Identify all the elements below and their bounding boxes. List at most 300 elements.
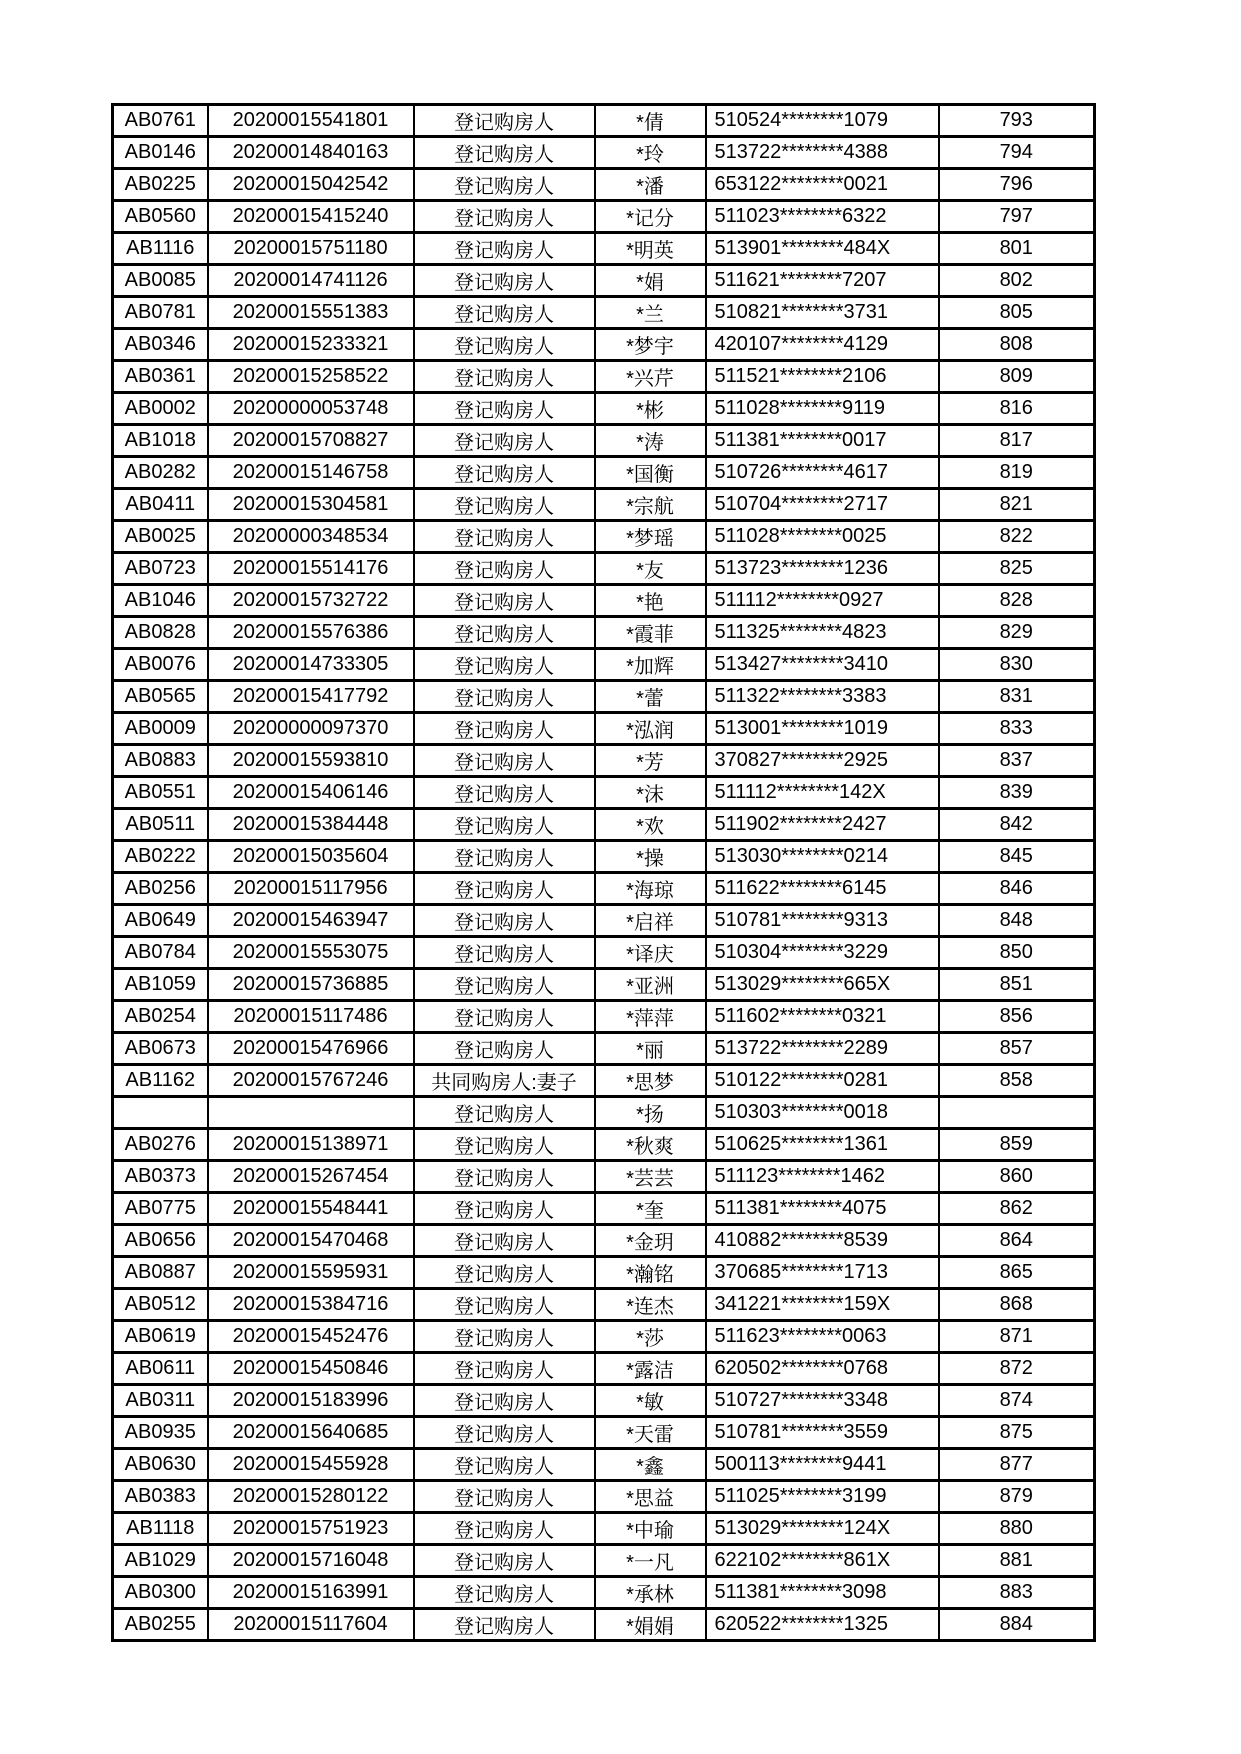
masked-id-cell: 513901********484X — [706, 233, 939, 265]
application-number-cell: 20200014741126 — [208, 265, 414, 297]
sequence-number-cell: 872 — [939, 1353, 1095, 1385]
table-row — [113, 617, 1095, 649]
buyer-code-cell: AB0256 — [113, 873, 208, 905]
application-number-cell: 20200015541801 — [208, 105, 414, 137]
masked-name-cell: *艳 — [595, 585, 706, 617]
masked-name-cell: *操 — [595, 841, 706, 873]
table-row — [113, 297, 1095, 329]
buyer-code-cell: AB0361 — [113, 361, 208, 393]
masked-name-cell: *天雷 — [595, 1417, 706, 1449]
buyer-role-cell: 登记购房人 — [414, 809, 595, 841]
application-number-cell: 20200015117604 — [208, 1609, 414, 1641]
table-row — [113, 873, 1095, 905]
table-row — [113, 201, 1095, 233]
masked-name-cell: *海琼 — [595, 873, 706, 905]
sequence-number-cell: 809 — [939, 361, 1095, 393]
buyer-role-cell: 登记购房人 — [414, 585, 595, 617]
application-number-cell: 20200015514176 — [208, 553, 414, 585]
table-row — [113, 905, 1095, 937]
application-number-cell: 20200015258522 — [208, 361, 414, 393]
table-row — [113, 1257, 1095, 1289]
buyer-code-cell: AB0002 — [113, 393, 208, 425]
buyer-role-cell: 共同购房人:妻子 — [414, 1065, 595, 1097]
masked-id-cell: 510625********1361 — [706, 1129, 939, 1161]
sequence-number-cell: 831 — [939, 681, 1095, 713]
table-row — [113, 1289, 1095, 1321]
buyer-code-cell: AB0346 — [113, 329, 208, 361]
buyer-code-cell: AB0300 — [113, 1577, 208, 1609]
masked-name-cell: *国衡 — [595, 457, 706, 489]
sequence-number-cell: 796 — [939, 169, 1095, 201]
masked-name-cell: *彬 — [595, 393, 706, 425]
masked-id-cell: 510303********0018 — [706, 1097, 939, 1129]
sequence-number-cell: 822 — [939, 521, 1095, 553]
sequence-number-cell: 875 — [939, 1417, 1095, 1449]
masked-name-cell: *梦宇 — [595, 329, 706, 361]
sequence-number-cell: 819 — [939, 457, 1095, 489]
sequence-number-cell — [939, 1097, 1095, 1129]
masked-id-cell: 620522********1325 — [706, 1609, 939, 1641]
buyer-role-cell: 登记购房人 — [414, 777, 595, 809]
masked-name-cell: *一凡 — [595, 1545, 706, 1577]
sequence-number-cell: 880 — [939, 1513, 1095, 1545]
buyer-code-cell: AB0146 — [113, 137, 208, 169]
table-row — [113, 489, 1095, 521]
buyer-code-cell: AB0619 — [113, 1321, 208, 1353]
application-number-cell: 20200015406146 — [208, 777, 414, 809]
table-row — [113, 745, 1095, 777]
table-row — [113, 265, 1095, 297]
masked-name-cell: *玲 — [595, 137, 706, 169]
sequence-number-cell: 794 — [939, 137, 1095, 169]
buyer-list-table — [111, 103, 1096, 1642]
masked-id-cell: 513029********665X — [706, 969, 939, 1001]
buyer-code-cell: AB0673 — [113, 1033, 208, 1065]
sequence-number-cell: 868 — [939, 1289, 1095, 1321]
masked-name-cell: *连杰 — [595, 1289, 706, 1321]
application-number-cell: 20200000053748 — [208, 393, 414, 425]
table-row — [113, 425, 1095, 457]
masked-name-cell: *芳 — [595, 745, 706, 777]
buyer-code-cell: AB0565 — [113, 681, 208, 713]
application-number-cell: 20200015751180 — [208, 233, 414, 265]
application-number-cell: 20200015117486 — [208, 1001, 414, 1033]
buyer-code-cell: AB0887 — [113, 1257, 208, 1289]
application-number-cell: 20200015233321 — [208, 329, 414, 361]
masked-name-cell: *思益 — [595, 1481, 706, 1513]
masked-id-cell: 513723********1236 — [706, 553, 939, 585]
buyer-role-cell: 登记购房人 — [414, 1225, 595, 1257]
table-row — [113, 1481, 1095, 1513]
table-row — [113, 105, 1095, 137]
buyer-code-cell: AB1118 — [113, 1513, 208, 1545]
buyer-code-cell: AB0723 — [113, 553, 208, 585]
buyer-table-body — [113, 105, 1095, 1641]
masked-name-cell: *蕾 — [595, 681, 706, 713]
buyer-code-cell: AB0828 — [113, 617, 208, 649]
buyer-code-cell: AB0630 — [113, 1449, 208, 1481]
buyer-role-cell: 登记购房人 — [414, 1513, 595, 1545]
application-number-cell: 20200015450846 — [208, 1353, 414, 1385]
masked-id-cell: 511112********0927 — [706, 585, 939, 617]
buyer-role-cell: 登记购房人 — [414, 521, 595, 553]
application-number-cell: 20200015304581 — [208, 489, 414, 521]
masked-name-cell: *敏 — [595, 1385, 706, 1417]
masked-name-cell: *承林 — [595, 1577, 706, 1609]
masked-name-cell: *娟娟 — [595, 1609, 706, 1641]
masked-name-cell: *霞菲 — [595, 617, 706, 649]
masked-name-cell: *倩 — [595, 105, 706, 137]
buyer-role-cell: 登记购房人 — [414, 137, 595, 169]
table-row — [113, 1193, 1095, 1225]
buyer-role-cell: 登记购房人 — [414, 1257, 595, 1289]
buyer-code-cell: AB0775 — [113, 1193, 208, 1225]
buyer-role-cell: 登记购房人 — [414, 265, 595, 297]
buyer-code-cell: AB0411 — [113, 489, 208, 521]
application-number-cell: 20200015476966 — [208, 1033, 414, 1065]
buyer-code-cell: AB0009 — [113, 713, 208, 745]
buyer-code-cell — [113, 1097, 208, 1129]
masked-id-cell: 410882********8539 — [706, 1225, 939, 1257]
buyer-role-cell: 登记购房人 — [414, 873, 595, 905]
buyer-role-cell: 登记购房人 — [414, 1609, 595, 1641]
application-number-cell: 20200000097370 — [208, 713, 414, 745]
table-row — [113, 681, 1095, 713]
application-number-cell: 20200015183996 — [208, 1385, 414, 1417]
table-row — [113, 233, 1095, 265]
table-row — [113, 521, 1095, 553]
buyer-role-cell: 登记购房人 — [414, 713, 595, 745]
table-row — [113, 1321, 1095, 1353]
application-number-cell: 20200015751923 — [208, 1513, 414, 1545]
buyer-role-cell: 登记购房人 — [414, 905, 595, 937]
buyer-role-cell: 登记购房人 — [414, 1353, 595, 1385]
sequence-number-cell: 884 — [939, 1609, 1095, 1641]
masked-name-cell: *明英 — [595, 233, 706, 265]
masked-name-cell: *泓润 — [595, 713, 706, 745]
sequence-number-cell: 797 — [939, 201, 1095, 233]
table-row — [113, 841, 1095, 873]
buyer-role-cell: 登记购房人 — [414, 841, 595, 873]
buyer-role-cell: 登记购房人 — [414, 617, 595, 649]
buyer-code-cell: AB0511 — [113, 809, 208, 841]
application-number-cell: 20200015708827 — [208, 425, 414, 457]
application-number-cell: 20200015576386 — [208, 617, 414, 649]
masked-id-cell: 513722********2289 — [706, 1033, 939, 1065]
application-number-cell: 20200015767246 — [208, 1065, 414, 1097]
sequence-number-cell: 821 — [939, 489, 1095, 521]
masked-id-cell: 511025********3199 — [706, 1481, 939, 1513]
buyer-code-cell: AB0311 — [113, 1385, 208, 1417]
application-number-cell: 20200015280122 — [208, 1481, 414, 1513]
application-number-cell: 20200015415240 — [208, 201, 414, 233]
application-number-cell: 20200015384716 — [208, 1289, 414, 1321]
buyer-role-cell: 登记购房人 — [414, 361, 595, 393]
table-row — [113, 169, 1095, 201]
application-number-cell: 20200015640685 — [208, 1417, 414, 1449]
table-row — [113, 393, 1095, 425]
buyer-role-cell: 登记购房人 — [414, 201, 595, 233]
sequence-number-cell: 862 — [939, 1193, 1095, 1225]
masked-id-cell: 341221********159X — [706, 1289, 939, 1321]
buyer-role-cell: 登记购房人 — [414, 1161, 595, 1193]
application-number-cell: 20200015163991 — [208, 1577, 414, 1609]
sequence-number-cell: 848 — [939, 905, 1095, 937]
masked-id-cell: 370685********1713 — [706, 1257, 939, 1289]
buyer-code-cell: AB0551 — [113, 777, 208, 809]
application-number-cell: 20200015455928 — [208, 1449, 414, 1481]
masked-id-cell: 511028********9119 — [706, 393, 939, 425]
sequence-number-cell: 881 — [939, 1545, 1095, 1577]
masked-id-cell: 511381********4075 — [706, 1193, 939, 1225]
masked-id-cell: 511621********7207 — [706, 265, 939, 297]
buyer-role-cell: 登记购房人 — [414, 1321, 595, 1353]
masked-name-cell: *露洁 — [595, 1353, 706, 1385]
buyer-role-cell: 登记购房人 — [414, 1289, 595, 1321]
buyer-code-cell: AB1018 — [113, 425, 208, 457]
table-row — [113, 649, 1095, 681]
application-number-cell: 20200015548441 — [208, 1193, 414, 1225]
masked-id-cell: 513722********4388 — [706, 137, 939, 169]
sequence-number-cell: 830 — [939, 649, 1095, 681]
buyer-role-cell: 登记购房人 — [414, 1193, 595, 1225]
application-number-cell: 20200015035604 — [208, 841, 414, 873]
buyer-role-cell: 登记购房人 — [414, 425, 595, 457]
sequence-number-cell: 860 — [939, 1161, 1095, 1193]
masked-name-cell: *莎 — [595, 1321, 706, 1353]
sequence-number-cell: 817 — [939, 425, 1095, 457]
application-number-cell: 20200015595931 — [208, 1257, 414, 1289]
sequence-number-cell: 856 — [939, 1001, 1095, 1033]
application-number-cell: 20200015593810 — [208, 745, 414, 777]
buyer-code-cell: AB0611 — [113, 1353, 208, 1385]
table-row — [113, 361, 1095, 393]
masked-name-cell: *芸芸 — [595, 1161, 706, 1193]
application-number-cell: 20200015736885 — [208, 969, 414, 1001]
table-row — [113, 137, 1095, 169]
masked-id-cell: 370827********2925 — [706, 745, 939, 777]
application-number-cell: 20200015146758 — [208, 457, 414, 489]
sequence-number-cell: 808 — [939, 329, 1095, 361]
buyer-code-cell: AB1116 — [113, 233, 208, 265]
buyer-role-cell: 登记购房人 — [414, 937, 595, 969]
sequence-number-cell: 857 — [939, 1033, 1095, 1065]
table-row — [113, 809, 1095, 841]
buyer-code-cell: AB0935 — [113, 1417, 208, 1449]
masked-name-cell: *思梦 — [595, 1065, 706, 1097]
masked-id-cell: 510704********2717 — [706, 489, 939, 521]
masked-id-cell: 620502********0768 — [706, 1353, 939, 1385]
buyer-code-cell: AB0276 — [113, 1129, 208, 1161]
masked-id-cell: 510122********0281 — [706, 1065, 939, 1097]
sequence-number-cell: 845 — [939, 841, 1095, 873]
sequence-number-cell: 829 — [939, 617, 1095, 649]
masked-id-cell: 510727********3348 — [706, 1385, 939, 1417]
masked-name-cell: *奎 — [595, 1193, 706, 1225]
masked-id-cell: 511325********4823 — [706, 617, 939, 649]
buyer-code-cell: AB0784 — [113, 937, 208, 969]
buyer-code-cell: AB0076 — [113, 649, 208, 681]
table-row — [113, 1449, 1095, 1481]
masked-id-cell: 511381********0017 — [706, 425, 939, 457]
masked-name-cell: *萍萍 — [595, 1001, 706, 1033]
sequence-number-cell: 871 — [939, 1321, 1095, 1353]
masked-id-cell: 510821********3731 — [706, 297, 939, 329]
masked-id-cell: 510524********1079 — [706, 105, 939, 137]
buyer-code-cell: AB0649 — [113, 905, 208, 937]
sequence-number-cell: 828 — [939, 585, 1095, 617]
application-number-cell: 20200014733305 — [208, 649, 414, 681]
masked-name-cell: *涛 — [595, 425, 706, 457]
buyer-role-cell: 登记购房人 — [414, 745, 595, 777]
table-row — [113, 1033, 1095, 1065]
sequence-number-cell: 858 — [939, 1065, 1095, 1097]
masked-id-cell: 511123********1462 — [706, 1161, 939, 1193]
application-number-cell: 20200014840163 — [208, 137, 414, 169]
buyer-role-cell: 登记购房人 — [414, 1481, 595, 1513]
application-number-cell: 20200015417792 — [208, 681, 414, 713]
application-number-cell: 20200015551383 — [208, 297, 414, 329]
buyer-code-cell: AB0225 — [113, 169, 208, 201]
sequence-number-cell: 865 — [939, 1257, 1095, 1289]
sequence-number-cell: 864 — [939, 1225, 1095, 1257]
table-row — [113, 713, 1095, 745]
sequence-number-cell: 874 — [939, 1385, 1095, 1417]
sequence-number-cell: 802 — [939, 265, 1095, 297]
masked-name-cell: *兰 — [595, 297, 706, 329]
masked-id-cell: 510304********3229 — [706, 937, 939, 969]
sequence-number-cell: 793 — [939, 105, 1095, 137]
application-number-cell — [208, 1097, 414, 1129]
table-row — [113, 1129, 1095, 1161]
buyer-role-cell: 登记购房人 — [414, 393, 595, 425]
sequence-number-cell: 842 — [939, 809, 1095, 841]
masked-id-cell: 511602********0321 — [706, 1001, 939, 1033]
masked-id-cell: 511521********2106 — [706, 361, 939, 393]
table-row — [113, 1417, 1095, 1449]
buyer-role-cell: 登记购房人 — [414, 457, 595, 489]
buyer-role-cell: 登记购房人 — [414, 1385, 595, 1417]
masked-name-cell: *中瑜 — [595, 1513, 706, 1545]
table-row — [113, 329, 1095, 361]
buyer-role-cell: 登记购房人 — [414, 169, 595, 201]
table-row — [113, 1353, 1095, 1385]
table-row — [113, 777, 1095, 809]
application-number-cell: 20200015716048 — [208, 1545, 414, 1577]
masked-id-cell: 511622********6145 — [706, 873, 939, 905]
sequence-number-cell: 825 — [939, 553, 1095, 585]
application-number-cell: 20200015463947 — [208, 905, 414, 937]
buyer-role-cell: 登记购房人 — [414, 1001, 595, 1033]
buyer-role-cell: 登记购房人 — [414, 1449, 595, 1481]
masked-id-cell: 420107********4129 — [706, 329, 939, 361]
sequence-number-cell: 850 — [939, 937, 1095, 969]
sequence-number-cell: 801 — [939, 233, 1095, 265]
table-row — [113, 553, 1095, 585]
masked-id-cell: 511112********142X — [706, 777, 939, 809]
table-row — [113, 1545, 1095, 1577]
table-row — [113, 1001, 1095, 1033]
table-row — [113, 969, 1095, 1001]
buyer-role-cell: 登记购房人 — [414, 553, 595, 585]
sequence-number-cell: 805 — [939, 297, 1095, 329]
buyer-code-cell: AB0512 — [113, 1289, 208, 1321]
masked-name-cell: *丽 — [595, 1033, 706, 1065]
sequence-number-cell: 859 — [939, 1129, 1095, 1161]
buyer-role-cell: 登记购房人 — [414, 489, 595, 521]
application-number-cell: 20200015470468 — [208, 1225, 414, 1257]
masked-name-cell: *兴芹 — [595, 361, 706, 393]
sequence-number-cell: 846 — [939, 873, 1095, 905]
masked-id-cell: 511623********0063 — [706, 1321, 939, 1353]
buyer-role-cell: 登记购房人 — [414, 649, 595, 681]
sequence-number-cell: 816 — [939, 393, 1095, 425]
masked-name-cell: *亚洲 — [595, 969, 706, 1001]
table-row — [113, 1385, 1095, 1417]
masked-id-cell: 500113********9441 — [706, 1449, 939, 1481]
masked-name-cell: *娟 — [595, 265, 706, 297]
buyer-code-cell: AB0761 — [113, 105, 208, 137]
table-row — [113, 1609, 1095, 1641]
buyer-code-cell: AB0560 — [113, 201, 208, 233]
application-number-cell: 20200015117956 — [208, 873, 414, 905]
sequence-number-cell: 837 — [939, 745, 1095, 777]
application-number-cell: 20200015732722 — [208, 585, 414, 617]
buyer-role-cell: 登记购房人 — [414, 297, 595, 329]
buyer-code-cell: AB0373 — [113, 1161, 208, 1193]
masked-id-cell: 513427********3410 — [706, 649, 939, 681]
application-number-cell: 20200015267454 — [208, 1161, 414, 1193]
masked-name-cell: *梦瑶 — [595, 521, 706, 553]
masked-id-cell: 513030********0214 — [706, 841, 939, 873]
masked-id-cell: 513029********124X — [706, 1513, 939, 1545]
table-row — [113, 1513, 1095, 1545]
buyer-role-cell: 登记购房人 — [414, 1033, 595, 1065]
table-row-continuation — [113, 1097, 1095, 1129]
application-number-cell: 20200015384448 — [208, 809, 414, 841]
application-number-cell: 20200015452476 — [208, 1321, 414, 1353]
buyer-code-cell: AB1059 — [113, 969, 208, 1001]
buyer-code-cell: AB0222 — [113, 841, 208, 873]
table-row — [113, 1065, 1095, 1097]
sequence-number-cell: 879 — [939, 1481, 1095, 1513]
buyer-code-cell: AB1029 — [113, 1545, 208, 1577]
sequence-number-cell: 851 — [939, 969, 1095, 1001]
buyer-role-cell: 登记购房人 — [414, 1417, 595, 1449]
buyer-role-cell: 登记购房人 — [414, 329, 595, 361]
masked-name-cell: *友 — [595, 553, 706, 585]
masked-name-cell: *金玥 — [595, 1225, 706, 1257]
buyer-code-cell: AB0656 — [113, 1225, 208, 1257]
masked-id-cell: 513001********1019 — [706, 713, 939, 745]
application-number-cell: 20200015042542 — [208, 169, 414, 201]
masked-name-cell: *加辉 — [595, 649, 706, 681]
table-row — [113, 1161, 1095, 1193]
masked-id-cell: 510726********4617 — [706, 457, 939, 489]
sequence-number-cell: 839 — [939, 777, 1095, 809]
buyer-code-cell: AB0025 — [113, 521, 208, 553]
masked-name-cell: *沫 — [595, 777, 706, 809]
buyer-code-cell: AB0781 — [113, 297, 208, 329]
masked-id-cell: 511023********6322 — [706, 201, 939, 233]
sequence-number-cell: 833 — [939, 713, 1095, 745]
buyer-role-cell: 登记购房人 — [414, 1097, 595, 1129]
table-row — [113, 585, 1095, 617]
table-row — [113, 1225, 1095, 1257]
masked-name-cell: *潘 — [595, 169, 706, 201]
buyer-role-cell: 登记购房人 — [414, 969, 595, 1001]
application-number-cell: 20200000348534 — [208, 521, 414, 553]
